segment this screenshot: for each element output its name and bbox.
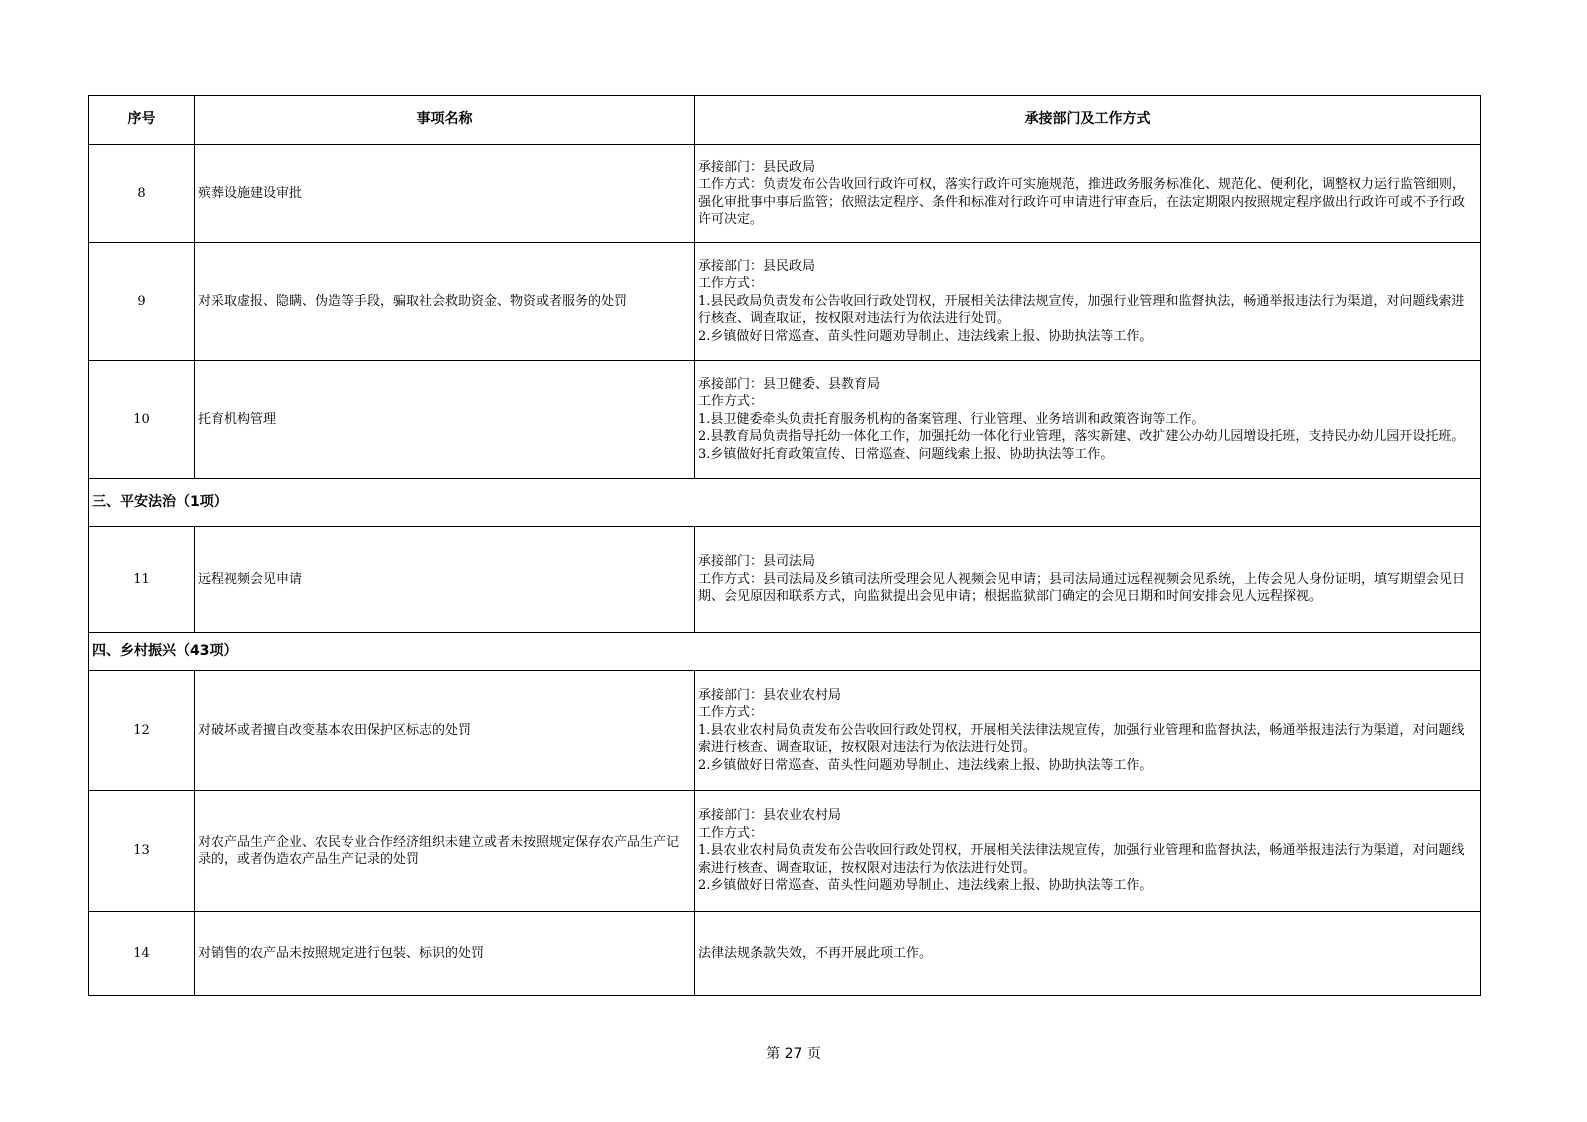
department-method-line: 工作方式：负责发布公告收回行政许可权，落实行政许可实施规范，推进政务服务标准化、规范化、便利化，调整权力运行监管细则，强化审批事中事后监管；依照法定程序、条件和标准对行政许可申请进行审查后，在法定期限内按照规定程序做出行政许可或不予行政许可决定。 [698,177,1466,227]
serial-number-cell: 14 [89,912,195,996]
item-name-cell: 对农产品生产企业、农民专业合作经济组织未建立或者未按照规定保存农产品生产记录的，或者伪造农产品生产记录的处罚 [195,791,695,912]
department-method-line: 承接部门：县卫健委、县教育局 [698,376,881,392]
item-name-cell: 殡葬设施建设审批 [195,145,695,243]
table-row [89,912,1481,996]
department-method-cell [695,527,1481,633]
serial-number-cell: 13 [89,791,195,912]
table-row [89,527,1481,633]
department-method-line: 工作方式： [698,705,764,721]
department-method-line: 承接部门：县司法局 [698,554,816,570]
item-name-cell: 对破坏或者擅自改变基本农田保护区标志的处罚 [195,671,695,791]
section-row [89,479,1481,527]
header-department-method: 承接部门及工作方式 [695,96,1481,145]
page-number: 第 27 页 [766,1046,821,1062]
department-method-line: 工作方式： [698,394,764,410]
department-method-cell [695,671,1481,791]
serial-number-cell: 9 [89,243,195,361]
item-name-cell: 对采取虚报、隐瞒、伪造等手段，骗取社会救助资金、物资或者服务的处罚 [195,243,695,361]
department-method-line: 承接部门：县农业农村局 [698,808,842,824]
serial-number-cell: 11 [89,527,195,633]
table-row [89,145,1481,243]
department-method-line: 1.县农业农村局负责发布公告收回行政处罚权，开展相关法律法规宣传，加强行业管理和监督执法，畅通举报违法行为渠道，对问题线索进行核查、调查取证，按权限对违法行为依法进行处罚。 [698,722,1465,756]
table-row [89,671,1481,791]
serial-number-cell: 8 [89,145,195,243]
section-row [89,633,1481,671]
serial-number-cell: 12 [89,671,195,791]
department-method-line: 工作方式： [698,276,764,292]
items-table [88,95,1481,996]
section-title: 四、乡村振兴（43项） [89,633,1481,671]
header-item-name: 事项名称 [195,96,695,145]
department-method-line: 1.县农业农村局负责发布公告收回行政处罚权，开展相关法律法规宣传，加强行业管理和监督执法，畅通举报违法行为渠道，对问题线索进行核查、调查取证，按权限对违法行为依法进行处罚。 [698,843,1465,876]
department-method-line: 2.乡镇做好日常巡查、苗头性问题劝导制止、违法线索上报、协助执法等工作。 [698,757,1153,773]
department-method-line: 工作方式： [698,825,764,841]
department-method-cell [695,791,1481,912]
item-name-cell: 远程视频会见申请 [195,527,695,633]
department-method-line: 法律法规条款失效，不再开展此项工作。 [698,945,933,961]
department-method-cell [695,361,1481,479]
header-serial-number: 序号 [89,96,195,145]
department-method-cell [695,243,1481,361]
table-row [89,361,1481,479]
department-method-line: 2.乡镇做好日常巡查、苗头性问题劝导制止、违法线索上报、协助执法等工作。 [698,328,1153,344]
department-method-cell [695,145,1481,243]
item-name-cell: 托育机构管理 [195,361,695,479]
department-method-line: 1.县民政局负责发布公告收回行政处罚权，开展相关法律法规宣传，加强行业管理和监督执法，畅通举报违法行为渠道，对问题线索进行核查、调查取证，按权限对违法行为依法进行处罚。 [698,293,1465,327]
table-row [89,243,1481,361]
department-method-line: 工作方式：县司法局及乡镇司法所受理会见人视频会见申请；县司法局通过远程视频会见系统，上传会见人身份证明，填写期望会见日期、会见原因和联系方式，向监狱提出会见申请；根据监狱部门确定的会见日期和时间安排会见人远程探视。 [698,571,1466,605]
department-method-line: 2.县教育局负责指导托幼一体化工作，加强托幼一体化行业管理，落实新建、改扩建公办幼儿园增设托班，支持民办幼儿园开设托班。 [698,429,1465,445]
item-name-cell: 对销售的农产品未按照规定进行包装、标识的处罚 [195,912,695,996]
department-method-line: 2.乡镇做好日常巡查、苗头性问题劝导制止、违法线索上报、协助执法等工作。 [698,878,1153,894]
department-method-line: 承接部门：县民政局 [698,258,816,274]
department-method-line: 承接部门：县农业农村局 [698,687,842,703]
department-method-line: 3.乡镇做好托育政策宣传、日常巡查、问题线索上报、协助执法等工作。 [698,446,1114,462]
table-header-row [89,96,1481,145]
department-method-line: 承接部门：县民政局 [698,159,816,175]
department-method-cell [695,912,1481,996]
table-row [89,791,1481,912]
serial-number-cell: 10 [89,361,195,479]
section-title: 三、平安法治（1项） [89,479,1481,527]
department-method-line: 1.县卫健委牵头负责托育服务机构的备案管理、行业管理、业务培训和政策咨询等工作。 [698,411,1205,427]
